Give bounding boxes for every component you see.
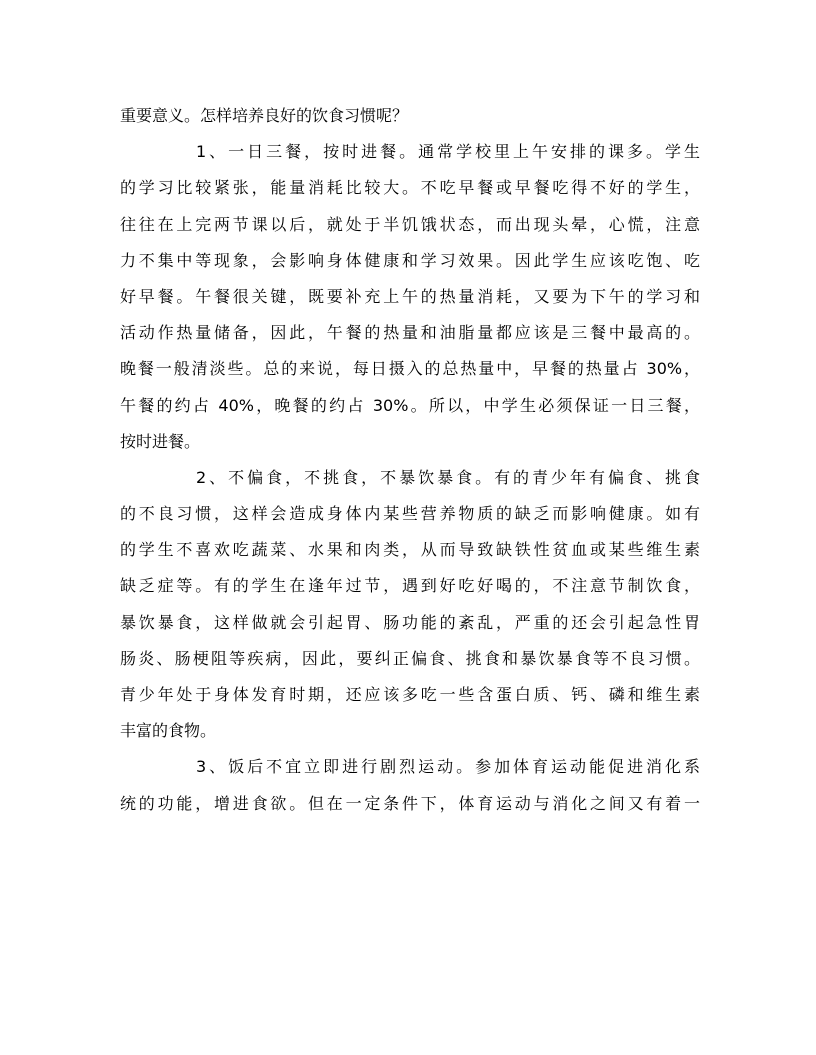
paragraph-point-1 [120, 134, 700, 460]
paragraph-point-3 [120, 749, 700, 821]
text-line: 1、一日三餐，按时进餐。通常学校里上午安排的课多。学生 [196, 142, 700, 162]
text-line: 午餐的约占 40%，晚餐的约占 30%。所以，中学生必须保证一日三餐， [120, 395, 700, 415]
text-line: 统的功能，增进食欲。但在一定条件下，体育运动与消化之间又有着一 [120, 793, 700, 813]
text-line: 青少年处于身体发育时期，还应该多吃一些含蛋白质、钙、磷和维生素 [120, 685, 700, 704]
text-line: 的学习比较紧张，能量消耗比较大。不吃早餐或早餐吃得不好的学生， [120, 178, 700, 198]
text-line: 重要意义。怎样培养良好的饮食习惯呢？ [120, 106, 409, 125]
text-line: 缺乏症等。有的学生在逢年过节，遇到好吃好喝的，不注意节制饮食， [120, 576, 700, 596]
text-line: 按时进餐。 [120, 431, 201, 451]
text-line: 肠炎、肠梗阻等疾病，因此，要纠正偏食、挑食和暴饮暴食等不良习惯。 [120, 648, 700, 668]
text-line: 晚餐一般清淡些。总的来说，每日摄入的总热量中，早餐的热量占 30%， [120, 359, 700, 379]
text-line: 丰富的食物。 [120, 721, 217, 741]
text-line: 往往在上完两节课以后，就处于半饥饿状态，而出现头晕，心慌，注意 [120, 214, 700, 234]
text-line: 的学生不喜欢吃蔬菜、水果和肉类，从而导致缺铁性贫血或某些维生素 [120, 540, 700, 560]
text-line: 的不良习惯，这样会造成身体内某些营养物质的缺乏而影响健康。如有 [120, 504, 700, 524]
paragraph-point-2 [120, 460, 700, 750]
text-line: 2、不偏食，不挑食，不暴饮暴食。有的青少年有偏食、挑食 [196, 467, 700, 487]
text-line: 暴饮暴食，这样做就会引起胃、肠功能的紊乱，严重的还会引起急性胃 [120, 612, 700, 632]
document-body [120, 98, 700, 822]
text-line: 3、饭后不宜立即进行剧烈运动。参加体育运动能促进消化系 [196, 757, 700, 777]
paragraph-intro-tail [120, 98, 700, 134]
text-line: 活动作热量储备，因此，午餐的热量和油脂量都应该是三餐中最高的。 [120, 323, 700, 343]
text-line: 力不集中等现象，会影响身体健康和学习效果。因此学生应该吃饱、吃 [120, 250, 700, 270]
text-line: 好早餐。午餐很关键，既要补充上午的热量消耗，又要为下午的学习和 [120, 286, 700, 306]
